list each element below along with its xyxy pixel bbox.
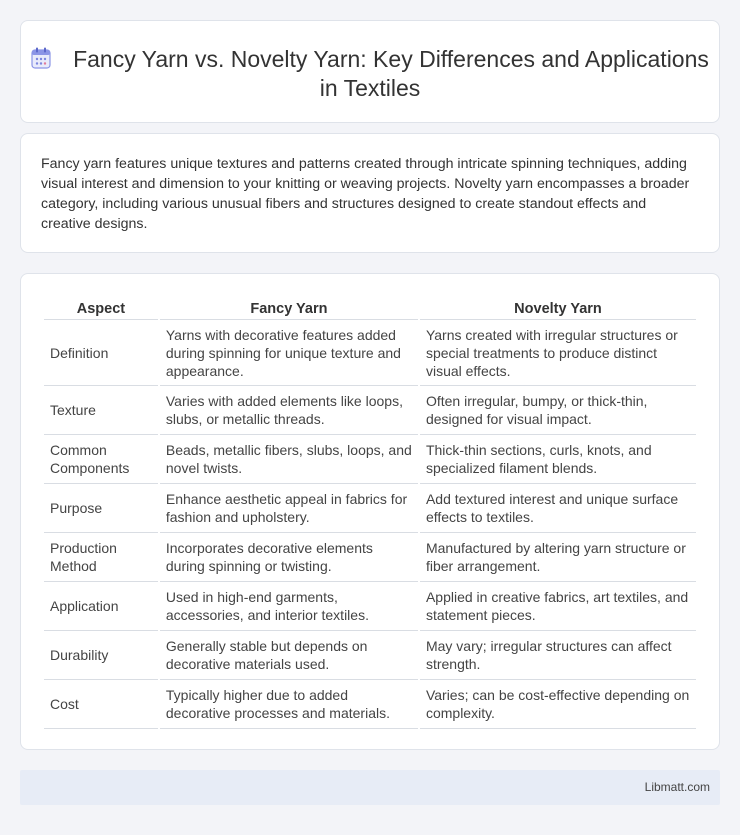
- novelty-yarn-cell: Varies; can be cost-effective depending on complexity.: [420, 680, 696, 729]
- page-title: [21, 45, 719, 103]
- aspect-cell: Durability: [44, 631, 158, 680]
- aspect-cell: Common Components: [44, 435, 158, 484]
- aspect-cell: Cost: [44, 680, 158, 729]
- footer-bar: [20, 770, 720, 805]
- header-fancy-yarn: Fancy Yarn: [160, 296, 418, 320]
- aspect-cell: Texture: [44, 386, 158, 435]
- comparison-table-card: [20, 273, 720, 750]
- title-card: [20, 20, 720, 123]
- aspect-cell: Application: [44, 582, 158, 631]
- novelty-yarn-cell: May vary; irregular structures can affect strength.: [420, 631, 696, 680]
- novelty-yarn-cell: Add textured interest and unique surface effects to textiles.: [420, 484, 696, 533]
- table-row: [44, 680, 696, 729]
- footer-site-link[interactable]: Libmatt.com: [644, 780, 710, 794]
- comparison-table: [42, 296, 698, 729]
- table-row: [44, 386, 696, 435]
- table-row: [44, 533, 696, 582]
- table-row: [44, 582, 696, 631]
- fancy-yarn-cell: Varies with added elements like loops, slubs, or metallic threads.: [160, 386, 418, 435]
- header-novelty-yarn: Novelty Yarn: [420, 296, 696, 320]
- novelty-yarn-cell: Applied in creative fabrics, art textiles, and statement pieces.: [420, 582, 696, 631]
- fancy-yarn-cell: Enhance aesthetic appeal in fabrics for fashion and upholstery.: [160, 484, 418, 533]
- fancy-yarn-cell: Used in high-end garments, accessories, and interior textiles.: [160, 582, 418, 631]
- fancy-yarn-cell: Typically higher due to added decorative processes and materials.: [160, 680, 418, 729]
- table-row: [44, 631, 696, 680]
- fancy-yarn-cell: Generally stable but depends on decorative materials used.: [160, 631, 418, 680]
- page-title-text: Fancy Yarn vs. Novelty Yarn: Key Differences and Applications in Textiles: [73, 46, 709, 101]
- aspect-cell: Purpose: [44, 484, 158, 533]
- table-row: [44, 435, 696, 484]
- table-row: [44, 320, 696, 386]
- table-row: [44, 484, 696, 533]
- intro-card: [20, 133, 720, 253]
- fancy-yarn-cell: Beads, metallic fibers, slubs, loops, and novel twists.: [160, 435, 418, 484]
- aspect-cell: Production Method: [44, 533, 158, 582]
- fancy-yarn-cell: Yarns with decorative features added during spinning for unique texture and appearance.: [160, 320, 418, 386]
- novelty-yarn-cell: Often irregular, bumpy, or thick-thin, designed for visual impact.: [420, 386, 696, 435]
- novelty-yarn-cell: Thick-thin sections, curls, knots, and specialized filament blends.: [420, 435, 696, 484]
- header-aspect: Aspect: [44, 296, 158, 320]
- intro-paragraph: Fancy yarn features unique textures and patterns created through intricate spinning techniques, adding visual interest and dimension to your knitting or weaving projects. Novelty yarn encompasses a broader category, including various unusual fibers and structures designed to create standout effects and creative designs.: [41, 156, 690, 232]
- calendar-icon: [31, 47, 51, 69]
- table-header-row: [44, 296, 696, 320]
- novelty-yarn-cell: Yarns created with irregular structures or special treatments to produce distinct visual effects.: [420, 320, 696, 386]
- fancy-yarn-cell: Incorporates decorative elements during spinning or twisting.: [160, 533, 418, 582]
- novelty-yarn-cell: Manufactured by altering yarn structure or fiber arrangement.: [420, 533, 696, 582]
- aspect-cell: Definition: [44, 320, 158, 386]
